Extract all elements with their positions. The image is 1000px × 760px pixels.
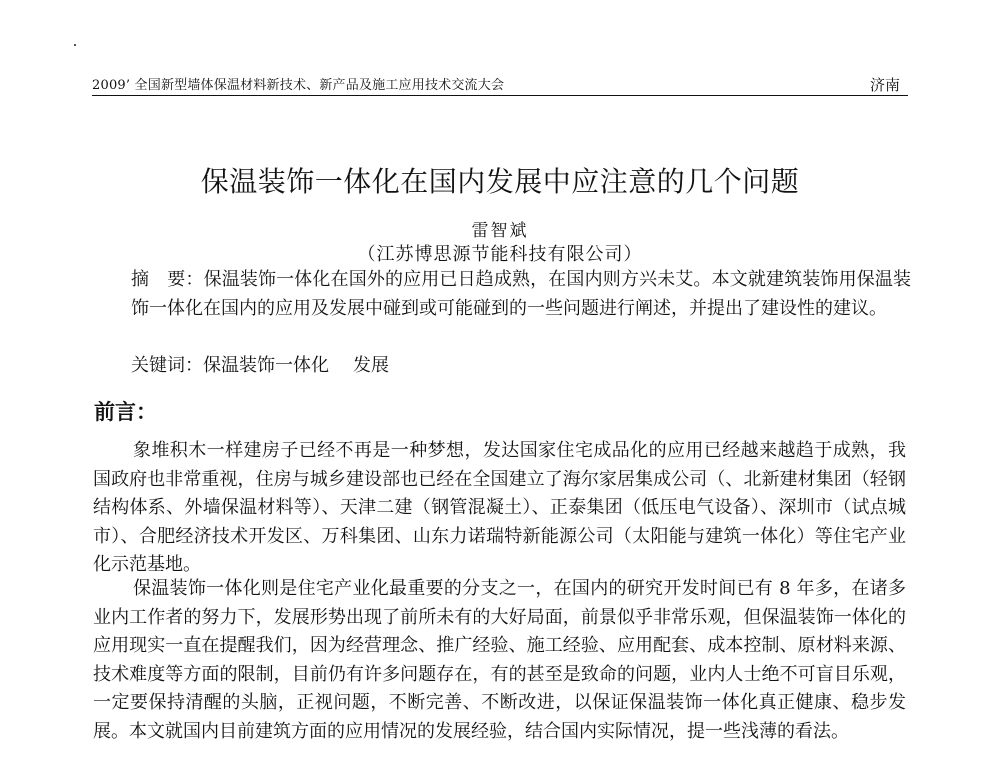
keywords-label: 关键词：	[131, 355, 203, 376]
body-paragraph: 象堆积木一样建房子已经不再是一种梦想，发达国家住宅成品化的应用已经越来越趋于成熟，我国政府也非常重视，住房与城乡建设部也已经在全国建立了海尔家居集成公司（、北新建材集团（轻钢结构体系、外墙保温材料等）、天津二建（钢管混凝土）、正泰集团（低压电气设备）、深圳市（试点城市）、合肥经济技术开发区、万科集团、山东力诺瑞特新能源公司（太阳能与建筑一体化）等住宅产业化示范基地。	[93, 440, 906, 576]
author-affiliation: （江苏博思源节能科技有限公司）	[357, 244, 643, 265]
conference-location: 济南	[869, 76, 900, 94]
keywords	[131, 352, 911, 380]
abstract-text: 保温装饰一体化在国外的应用已日趋成熟，在国内则方兴未艾。本文就建筑装饰用保温装饰一体化在国内的应用及发展中碰到或可能碰到的一些问题进行阐述，并提出了建设性的建议。	[131, 269, 912, 319]
conference-name: 2009’ 全国新型墙体保温材料新技术、新产品及施工应用技术交流大会	[92, 78, 505, 93]
header-rule	[92, 95, 908, 96]
abstract-label: 摘 要：	[131, 269, 204, 290]
body-paragraph: 保温装饰一体化则是住宅产业化最重要的分支之一，在国内的研究开发时间已有 8 年多，在诸多业内工作者的努力下，发展形势出现了前所未有的大好局面，前景似乎非常乐观，但保温装饰一体化的应用现实一直在提醒我们，因为经营理念、推广经验、施工经验、应用配套、成本控制、原材料来源、技术难度等方面的限制，目前仍有许多问题存在，有的甚至是致命的问题，业内人士绝不可盲目乐观，一定要保持清醒的头脑，正视问题，不断完善、不断改进，以保证保温装饰一体化真正健康、稳步发展。本文就国内目前建筑方面的应用情况的发展经验，结合国内实际情况，提一些浅薄的看法。	[93, 578, 906, 742]
keyword-item: 保温装饰一体化	[203, 355, 329, 376]
author-name: 雷智斌	[471, 221, 529, 241]
section-heading: 前言：	[94, 399, 157, 424]
keyword-item: 发展	[353, 355, 389, 376]
paper-title: 保温装饰一体化在国内发展中应注意的几个问题	[200, 165, 800, 198]
running-header	[92, 74, 908, 94]
abstract	[131, 266, 911, 323]
scan-speck	[74, 44, 76, 46]
